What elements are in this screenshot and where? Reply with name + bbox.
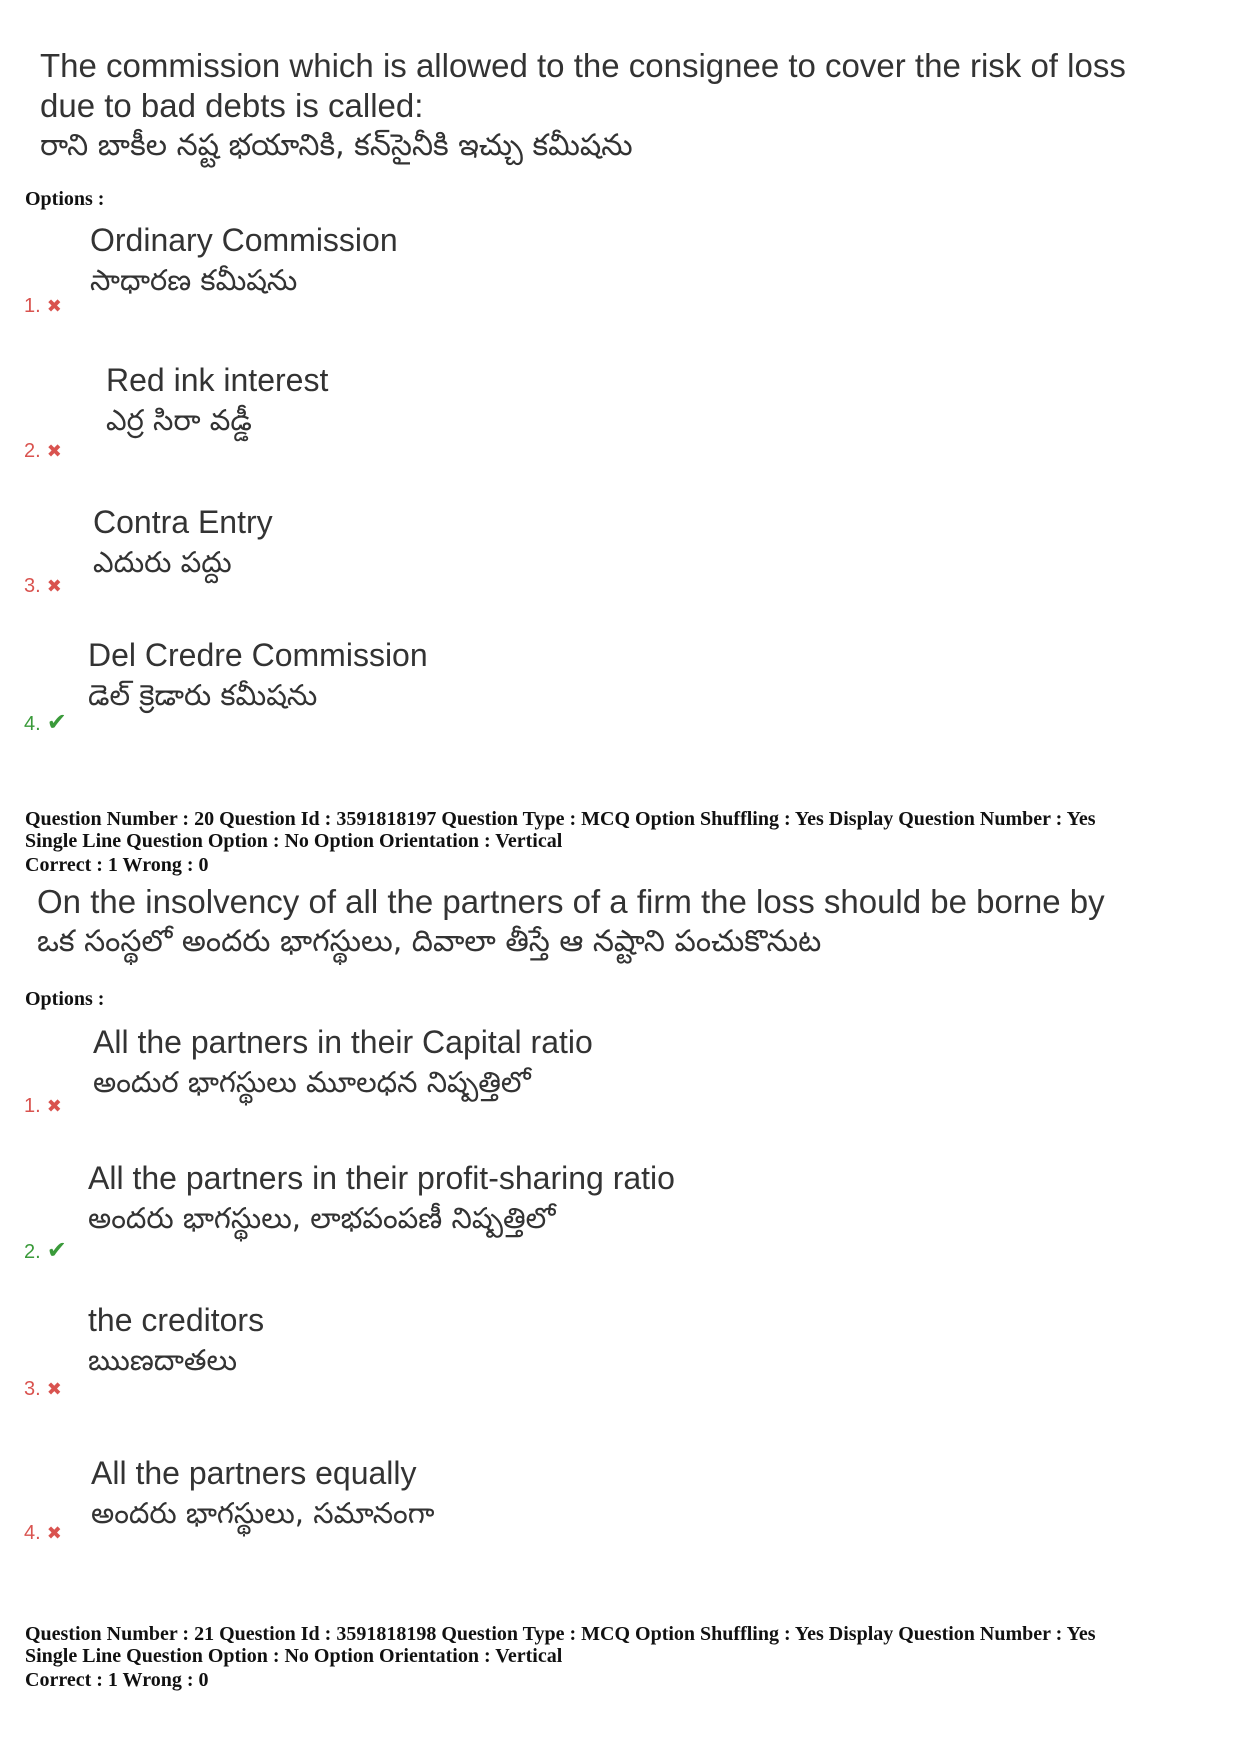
option-text-te: అందుర భాగస్థులు మూలధన నిష్పత్తిలో [93,1065,531,1099]
option-2-text [88,1158,675,1238]
option-4-text [91,1453,434,1533]
correct-check-icon: ✔ [46,1237,67,1264]
wrong-mark-icon: ✖ [46,576,62,596]
option-3-text [88,1300,264,1380]
question-text-en-line2: due to bad debts is called: [40,87,424,124]
meta-line-2: Single Line Question Option : No Option Orientation : Vertical [25,1645,563,1667]
wrong-mark-icon: ✖ [46,1096,62,1116]
option-text-en: Red ink interest [106,362,329,398]
option-text-te: ఋణదాతలు [88,1343,238,1377]
options-label: Options : [25,988,105,1010]
question-20-meta [25,808,1095,852]
correct-check-icon: ✔ [46,709,67,736]
option-2-number [24,1236,67,1265]
option-number: 4. [24,1522,41,1544]
meta-line-1: Question Number : 21 Question Id : 3591818198 Question Type : MCQ Option Shuffling : Yes Display Question Number : Yes [25,1623,1096,1645]
option-text-en: All the partners in their Capital ratio [93,1024,593,1060]
option-1-number [24,295,62,318]
question-21-meta [25,1623,1095,1667]
option-text-en: Contra Entry [93,504,273,540]
option-3-text [93,502,273,582]
question-19-text [40,46,1126,166]
question-text-en-line1: The commission which is allowed to the consignee to cover the risk of loss [40,47,1126,84]
option-number: 2. [24,1241,41,1263]
option-4-number [24,708,67,737]
option-text-te: అందరు భాగస్థులు, లాభపంపణీ నిష్పత్తిలో [88,1201,556,1235]
question-text-te: ఒక సంస్థలో అందరు భాగస్థులు, దివాలా తీస్తే ఆ నష్టాని పంచుకొనుట [37,924,822,959]
option-text-en: Del Credre Commission [88,637,428,673]
option-1-text [93,1022,593,1102]
option-text-te: సాధారణ కమీషను [90,263,298,297]
option-text-en: All the partners equally [91,1455,417,1491]
option-3-number [24,575,62,598]
option-text-te: డెల్ క్రెడారు కమీషను [88,678,318,712]
option-text-en: Ordinary Commission [90,222,398,258]
option-number: 3. [24,1378,41,1400]
option-1-number [24,1095,62,1118]
option-text-en: the creditors [88,1302,265,1338]
wrong-mark-icon: ✖ [46,441,62,461]
option-1-text [90,220,398,300]
meta-line-2: Single Line Question Option : No Option Orientation : Vertical [25,830,563,852]
option-number: 1. [24,295,41,317]
option-text-te: ఎర్ర సిరా వడ్డీ [106,403,252,437]
meta-line-1: Question Number : 20 Question Id : 3591818197 Question Type : MCQ Option Shuffling : Yes Display Question Number : Yes [25,808,1096,830]
wrong-mark-icon: ✖ [46,1379,62,1399]
option-text-en: All the partners in their profit-sharing ratio [88,1160,675,1196]
wrong-mark-icon: ✖ [46,1523,62,1543]
option-number: 3. [24,575,41,597]
option-3-number [24,1378,62,1401]
option-text-te: ఎదురు పద్దు [93,545,232,579]
option-4-text [88,635,428,715]
wrong-mark-icon: ✖ [46,296,62,316]
option-2-number [24,440,62,463]
question-20-marks: Correct : 1 Wrong : 0 [25,854,209,876]
question-20-text [37,882,1105,962]
option-number: 4. [24,713,41,735]
question-text-en: On the insolvency of all the partners of a firm the loss should be borne by [37,883,1105,920]
option-number: 1. [24,1095,41,1117]
question-text-te: రాని బాకీల నష్ట భయానికి, కన్‌సైనీకి ఇచ్చు కమీషను [40,128,633,163]
option-number: 2. [24,440,41,462]
options-label: Options : [25,188,105,210]
option-text-te: అందరు భాగస్థులు, సమానంగా [91,1496,435,1530]
question-21-marks: Correct : 1 Wrong : 0 [25,1669,209,1691]
option-4-number [24,1522,62,1545]
option-2-text [106,360,328,440]
